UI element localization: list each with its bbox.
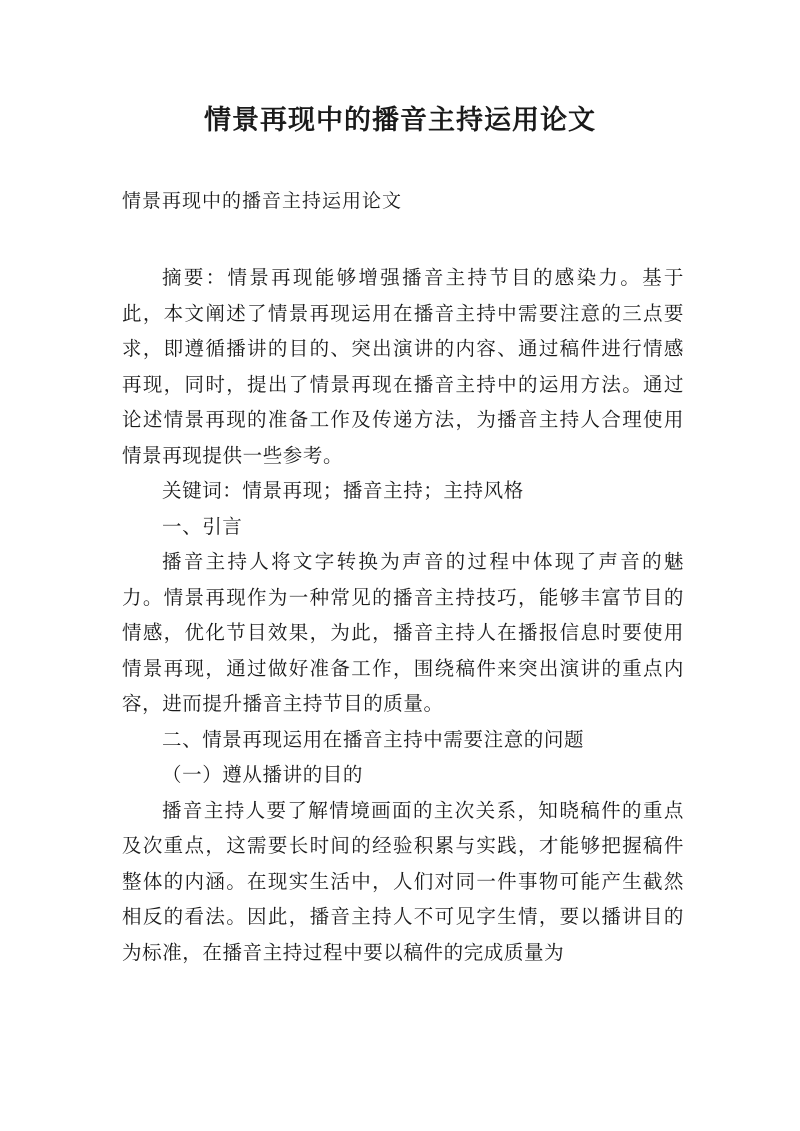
introduction-paragraph: 播音主持人将文字转换为声音的过程中体现了声音的魅力。情景再现作为一种常见的播音主持技巧，能够丰富节目的情感，优化节目效果，为此，播音主持人在播报信息时要使用情景再现，通过做好准备工作，围绕稿件来突出演讲的重点内容，进而提升播音主持节目的质量。 xyxy=(122,550,684,715)
keywords-line: 关键词：情景再现；播音主持；主持风格 xyxy=(162,479,524,502)
section-heading-issues: 二、情景再现运用在播音主持中需要注意的问题 xyxy=(162,727,585,751)
abstract-paragraph: 摘要：情景再现能够增强播音主持节目的感染力。基于此，本文阐述了情景再现运用在播音主持中需要注意的三点要求，即遵循播讲的目的、突出演讲的内容、通过稿件进行情感再现，同时，提出了情景再现在播音主持中的运用方法。通过论述情景再现的准备工作及传递方法，为播音主持人合理使用情景再现提供一些参考。 xyxy=(122,266,684,467)
subsection-heading-purpose: （一）遵从播讲的目的 xyxy=(162,763,364,786)
document-body xyxy=(122,260,684,970)
document-subtitle: 情景再现中的播音主持运用论文 xyxy=(122,190,403,212)
body-paragraph: 播音主持人要了解情境画面的主次关系，知晓稿件的重点及次重点，这需要长时间的经验积累与实践，才能够把握稿件整体的内涵。在现实生活中，人们对同一件事物可能产生截然相反的看法。因此，播音主持人不可见字生情，要以播讲目的为标准，在播音主持过程中要以稿件的完成质量为 xyxy=(122,798,684,964)
document-title: 情景再现中的播音主持运用论文 xyxy=(204,105,596,136)
section-heading-introduction: 一、引言 xyxy=(162,514,243,538)
